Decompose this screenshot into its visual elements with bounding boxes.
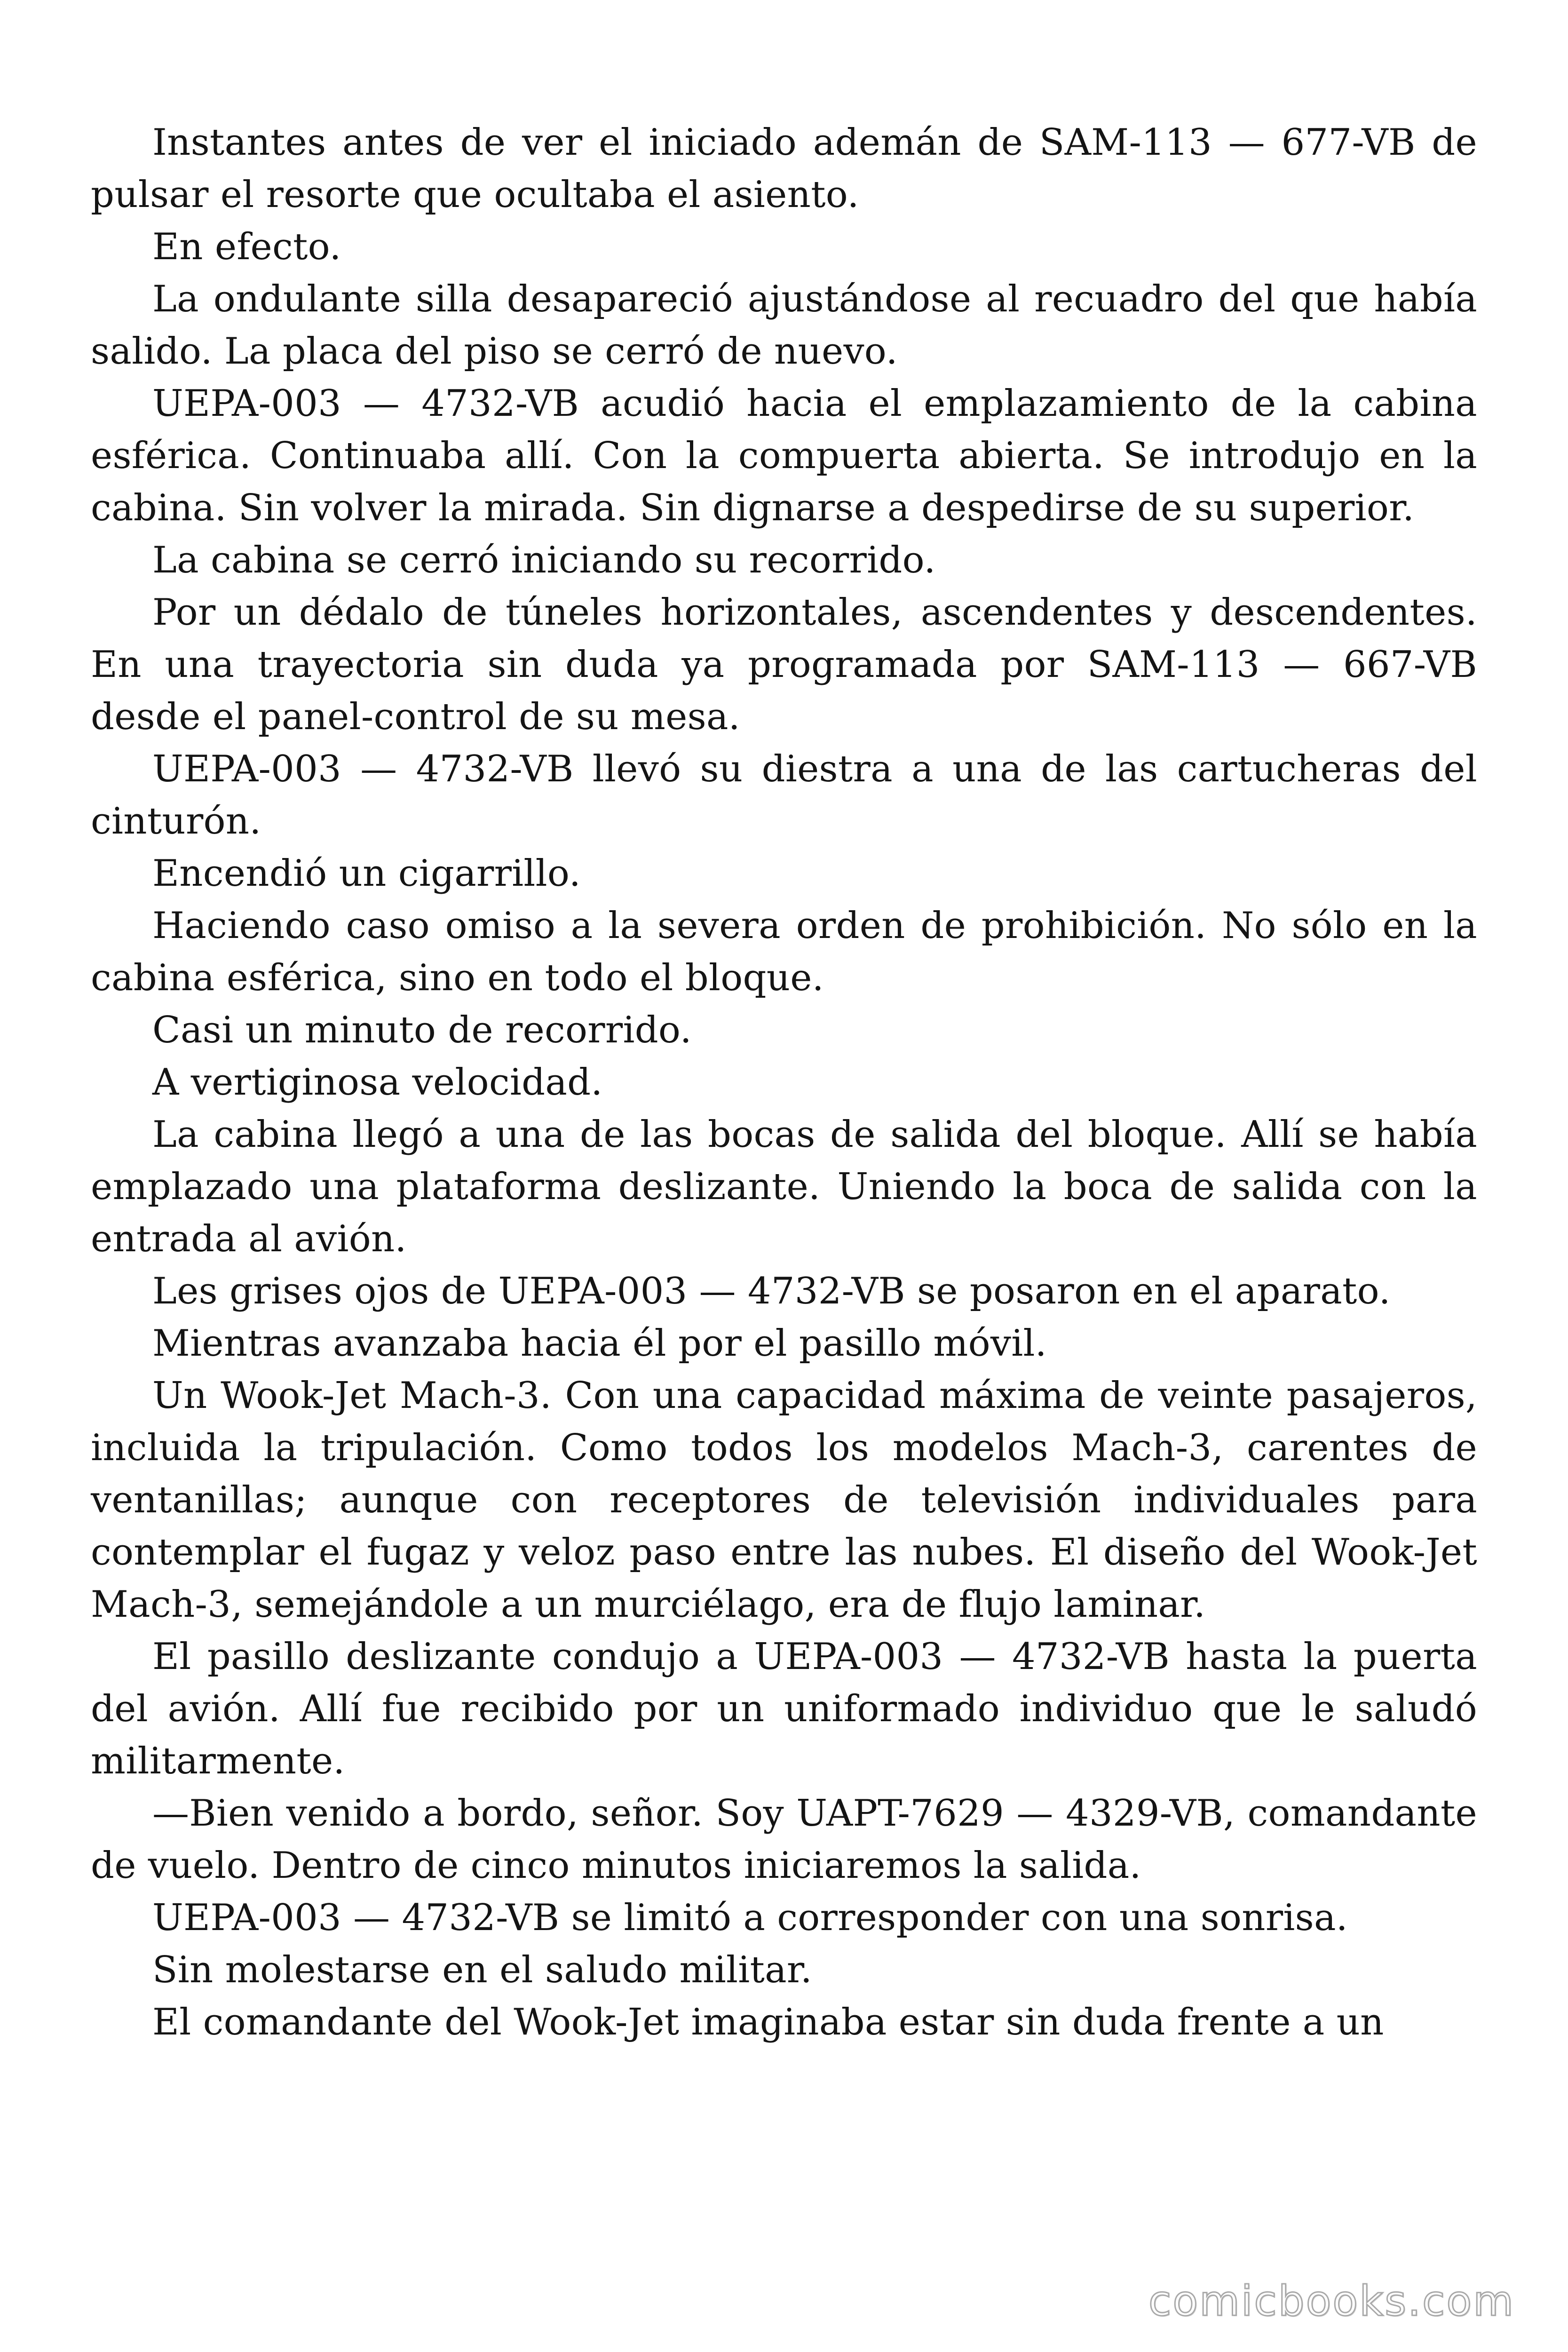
- paragraph: A vertiginosa velocidad.: [152, 1061, 603, 1104]
- paragraph: Casi un minuto de recorrido.: [152, 1009, 692, 1051]
- paragraph: Encendió un cigarrillo.: [152, 852, 581, 895]
- paragraph: —Bien venido a bordo, señor. Soy UAPT-7629 — 4329-VB, comandante de vuelo. Dentro de cinco minutos iniciaremos la salida.: [91, 1792, 1477, 1887]
- page-body: [91, 117, 1477, 2049]
- paragraph: La cabina se cerró iniciando su recorrido.: [152, 539, 936, 581]
- paragraph: Por un dédalo de túneles horizontales, ascendentes y descendentes. En una trayectoria sin duda ya programada por SAM-113 — 667-VB desde el panel-control de su mesa.: [91, 591, 1477, 738]
- paragraph: Sin molestarse en el saludo militar.: [152, 1949, 813, 1991]
- paragraph: Mientras avanzaba hacia él por el pasillo móvil.: [152, 1322, 1047, 1365]
- paragraph: Les grises ojos de UEPA-003 — 4732-VB se posaron en el aparato.: [152, 1270, 1391, 1312]
- paragraph: Haciendo caso omiso a la severa orden de prohibición. No sólo en la cabina esférica, sino en todo el bloque.: [91, 905, 1477, 999]
- paragraph: UEPA-003 — 4732-VB se limitó a corresponder con una sonrisa.: [152, 1897, 1348, 1939]
- paragraph: La ondulante silla desapareció ajustándose al recuadro del que había salido. La placa del piso se cerró de nuevo.: [91, 278, 1477, 373]
- paragraph: El comandante del Wook-Jet imaginaba estar sin duda frente a un: [152, 2001, 1384, 2043]
- paragraph: En efecto.: [152, 226, 341, 268]
- paragraph: Instantes antes de ver el iniciado ademán de SAM-113 — 677-VB de pulsar el resorte que ocultaba el asiento.: [91, 121, 1477, 216]
- paragraph: El pasillo deslizante condujo a UEPA-003 — 4732-VB hasta la puerta del avión. Allí fue recibido por un uniformado individuo que le saludó militarmente.: [91, 1636, 1477, 1782]
- paragraph: UEPA-003 — 4732-VB acudió hacia el emplazamiento de la cabina esférica. Continuaba allí. Con la compuerta abierta. Se introdujo en la cabina. Sin volver la mirada. Sin dignarse a despedirse de su superior.: [91, 382, 1477, 529]
- paragraph: UEPA-003 — 4732-VB llevó su diestra a una de las cartucheras del cinturón.: [91, 748, 1477, 842]
- paragraph: La cabina llegó a una de las bocas de salida del bloque. Allí se había emplazado una plataforma deslizante. Uniendo la boca de salida con la entrada al avión.: [91, 1113, 1477, 1260]
- watermark: comicbooks.com: [1148, 2277, 1515, 2325]
- paragraph: Un Wook-Jet Mach-3. Con una capacidad máxima de veinte pasajeros, incluida la tripulación. Como todos los modelos Mach-3, carentes de ventanillas; aunque con receptores de televisión individuales para contemplar el fugaz y veloz paso entre las nubes. El diseño del Wook-Jet Mach-3, semejándole a un murciélago, era de flujo laminar.: [91, 1375, 1477, 1626]
